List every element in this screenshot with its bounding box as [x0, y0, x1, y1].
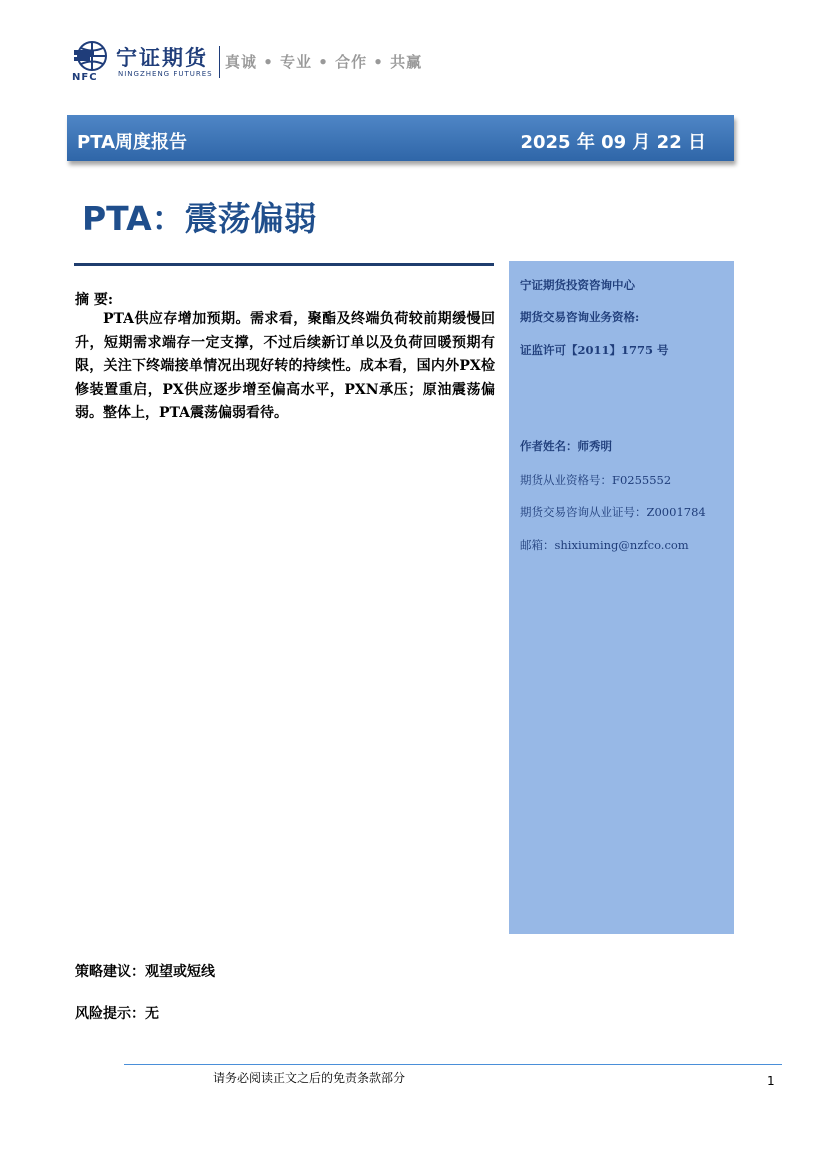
logo-divider	[219, 46, 220, 78]
page-title: PTA：震荡偏弱	[82, 199, 317, 238]
report-date: 2025 年 09 月 22 日	[520, 132, 706, 153]
logo-english-name: NINGZHENG FUTURES	[118, 70, 213, 78]
cert-number: 期货从业资格号：F0255552	[520, 473, 672, 487]
org-name: 宁证期货投资咨询中心	[520, 278, 635, 292]
author-email: 邮箱：shixiuming@nzfco.com	[520, 538, 689, 552]
title-divider	[74, 263, 494, 266]
advisory-number: 期货交易咨询从业证号：Z0001784	[520, 505, 706, 519]
risk-warning: 风险提示：无	[75, 1006, 159, 1022]
company-logo	[72, 40, 423, 86]
logo-chinese-name: 宁证期货	[116, 46, 208, 70]
license-number: 证监许可【2011】1775 号	[520, 343, 669, 357]
page-number: 1	[767, 1074, 775, 1088]
footer-divider	[124, 1064, 782, 1065]
info-sidebar	[509, 261, 734, 934]
report-type: PTA周度报告	[77, 132, 188, 153]
footer-disclaimer: 请务必阅读正文之后的免责条款部分	[213, 1071, 406, 1085]
report-header-band	[67, 115, 734, 161]
qualification-label: 期货交易咨询业务资格:	[520, 310, 640, 324]
summary-text: PTA供应存增加预期。需求看，聚酯及终端负荷较前期缓慢回升，短期需求端存一定支撑，不过后续新订单以及负荷回暖预期有限，关注下终端接单情况出现好转的持续性。成本看，国内外PX检修装置重启，PX供应逐步增至偏高水平，PXN承压；原油震荡偏弱。整体上，PTA震荡偏弱看待。	[75, 311, 495, 421]
summary-label: 摘 要:	[75, 292, 114, 308]
company-slogan: 真诚 • 专业 • 合作 • 共赢	[225, 53, 423, 71]
strategy-advice: 策略建议：观望或短线	[75, 964, 215, 980]
author-name: 作者姓名：师秀明	[520, 439, 612, 453]
logo-abbreviation: NFC	[72, 72, 98, 83]
